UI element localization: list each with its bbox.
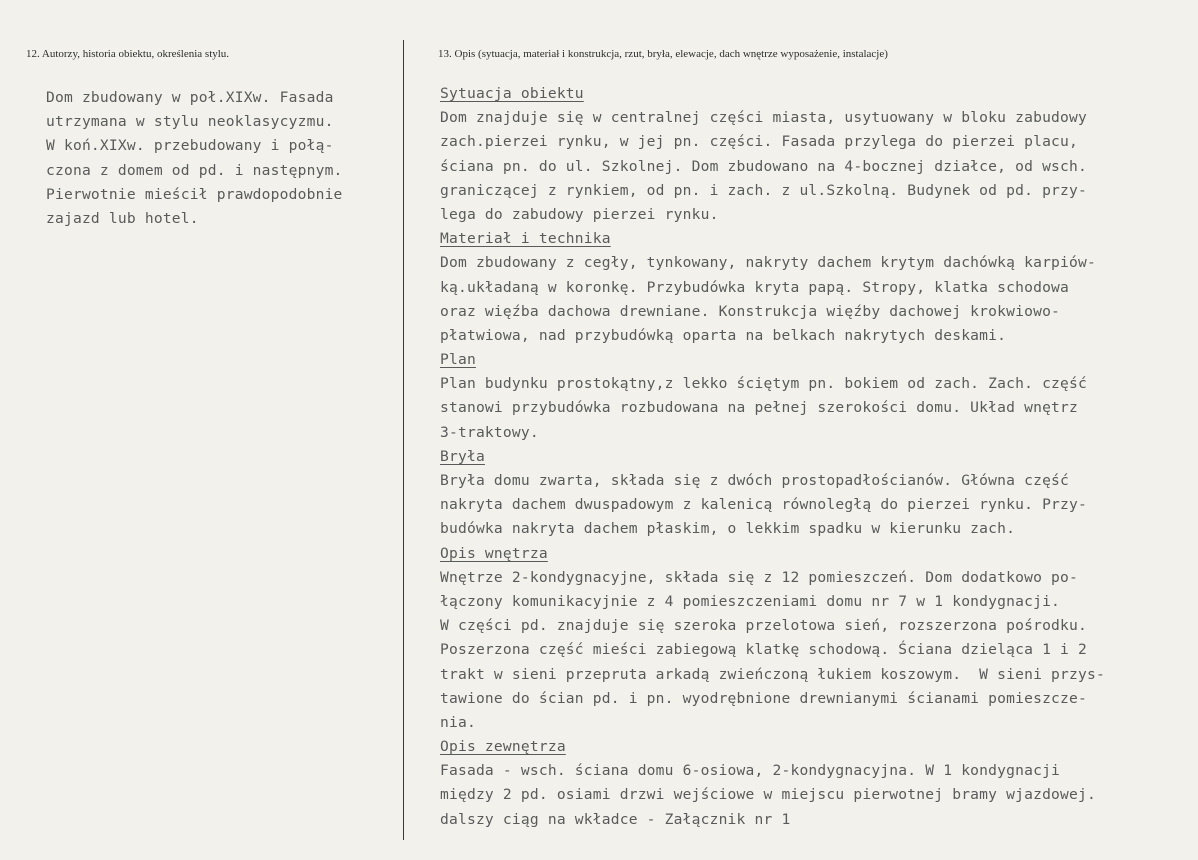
description-line: Plan budynku prostokątny,z lekko ściętym pn. bokiem od zach. Zach. część	[440, 375, 1088, 393]
section-heading: Sytuacja obiektu	[440, 85, 584, 102]
description-line: W części pd. znajduje się szeroka przelotowa sień, rozszerzona pośrodku.	[440, 617, 1088, 635]
description-line: ściana pn. do ul. Szkolnej. Dom zbudowano na 4-bocznej działce, od wsch.	[440, 157, 1088, 175]
description-line: lega do zabudowy pierzei rynku.	[440, 205, 719, 223]
description-line: Dom znajduje się w centralnej części miasta, usytuowany w bloku zabudowy	[440, 109, 1088, 127]
description-line: trakt w sieni przepruta arkadą zwieńczoną łukiem koszowym. W sieni przys-	[440, 665, 1105, 683]
history-text-column	[46, 86, 343, 231]
description-line: nakryta dachem dwuspadowym z kalenicą równoległą do pierzei rynku. Przy-	[440, 496, 1088, 514]
description-line: ką.układaną w koronkę. Przybudówka kryta papą. Stropy, klatka schodowa	[440, 278, 1070, 296]
section-12-header: 12. Autorzy, historia obiektu, określenia stylu.	[26, 48, 230, 60]
section-heading: Opis wnętrza	[440, 544, 548, 562]
history-line: utrzymana w stylu neoklasycyzmu.	[46, 113, 334, 131]
description-line: Wnętrze 2-kondygnacyjne, składa się z 12 pomieszczeń. Dom dodatkowo po-	[440, 568, 1079, 586]
description-line: zach.pierzei rynku, w jej pn. części. Fasada przylega do pierzei placu,	[440, 133, 1079, 151]
history-line: czona z domem od pd. i następnym.	[46, 161, 343, 179]
column-divider	[403, 40, 404, 840]
description-line: nia.	[440, 713, 476, 731]
description-line: płatwiowa, nad przybudówką oparta na belkach nakrytych deskami.	[440, 326, 1007, 344]
history-line: Dom zbudowany w poł.XIXw. Fasada	[46, 89, 334, 106]
description-line: Fasada - wsch. ściana domu 6-osiowa, 2-kondygnacyjna. W 1 kondygnacji	[440, 762, 1061, 780]
description-line: Poszerzona część mieści zabiegową klatkę schodową. Ściana dzieląca 1 i 2	[440, 641, 1088, 659]
history-line: W koń.XIXw. przebudowany i połą-	[46, 137, 334, 155]
description-line: Bryła domu zwarta, składa się z dwóch prostopadłościanów. Główna część	[440, 472, 1070, 489]
description-line: Dom zbudowany z cegły, tynkowany, nakryty dachem krytym dachówką karpiów-	[440, 254, 1096, 272]
history-line: Pierwotnie mieścił prawdopodobnie	[46, 185, 343, 203]
section-heading: Plan	[440, 351, 476, 369]
section-heading: Opis zewnętrza	[440, 738, 566, 756]
description-line: budówka nakryta dachem płaskim, o lekkim spadku w kierunku zach.	[440, 520, 1016, 538]
section-heading: Bryła	[440, 447, 485, 465]
description-line: dalszy ciąg na wkładce - Załącznik nr 1	[440, 810, 791, 828]
description-line: tawione do ścian pd. i pn. wyodrębnione drewnianymi ścianami pomieszcze-	[440, 689, 1088, 707]
section-heading: Materiał i technika	[440, 230, 611, 248]
description-line: łączony komunikacyjnie z 4 pomieszczeniami domu nr 7 w 1 kondygnacji.	[440, 592, 1061, 610]
section-13-header: 13. Opis (sytuacja, materiał i konstrukcja, rzut, bryła, elewacje, dach wnętrze wyposażenie, instalacje)	[438, 48, 888, 60]
description-line: stanowi przybudówka rozbudowana na pełnej szerokości domu. Układ wnętrz	[440, 399, 1079, 417]
description-line: graniczącej z rynkiem, od pn. i zach. z ul.Szkolną. Budynek od pd. przy-	[440, 181, 1088, 199]
description-line: między 2 pd. osiami drzwi wejściowe w miejscu pierwotnej bramy wjazdowej.	[440, 786, 1096, 804]
history-line: zajazd lub hotel.	[46, 209, 199, 227]
description-line: oraz więźba dachowa drewniane. Konstrukcja więźby dachowej krokwiowo-	[440, 302, 1061, 320]
description-text-column	[440, 82, 1105, 832]
description-line: 3-traktowy.	[440, 423, 539, 441]
